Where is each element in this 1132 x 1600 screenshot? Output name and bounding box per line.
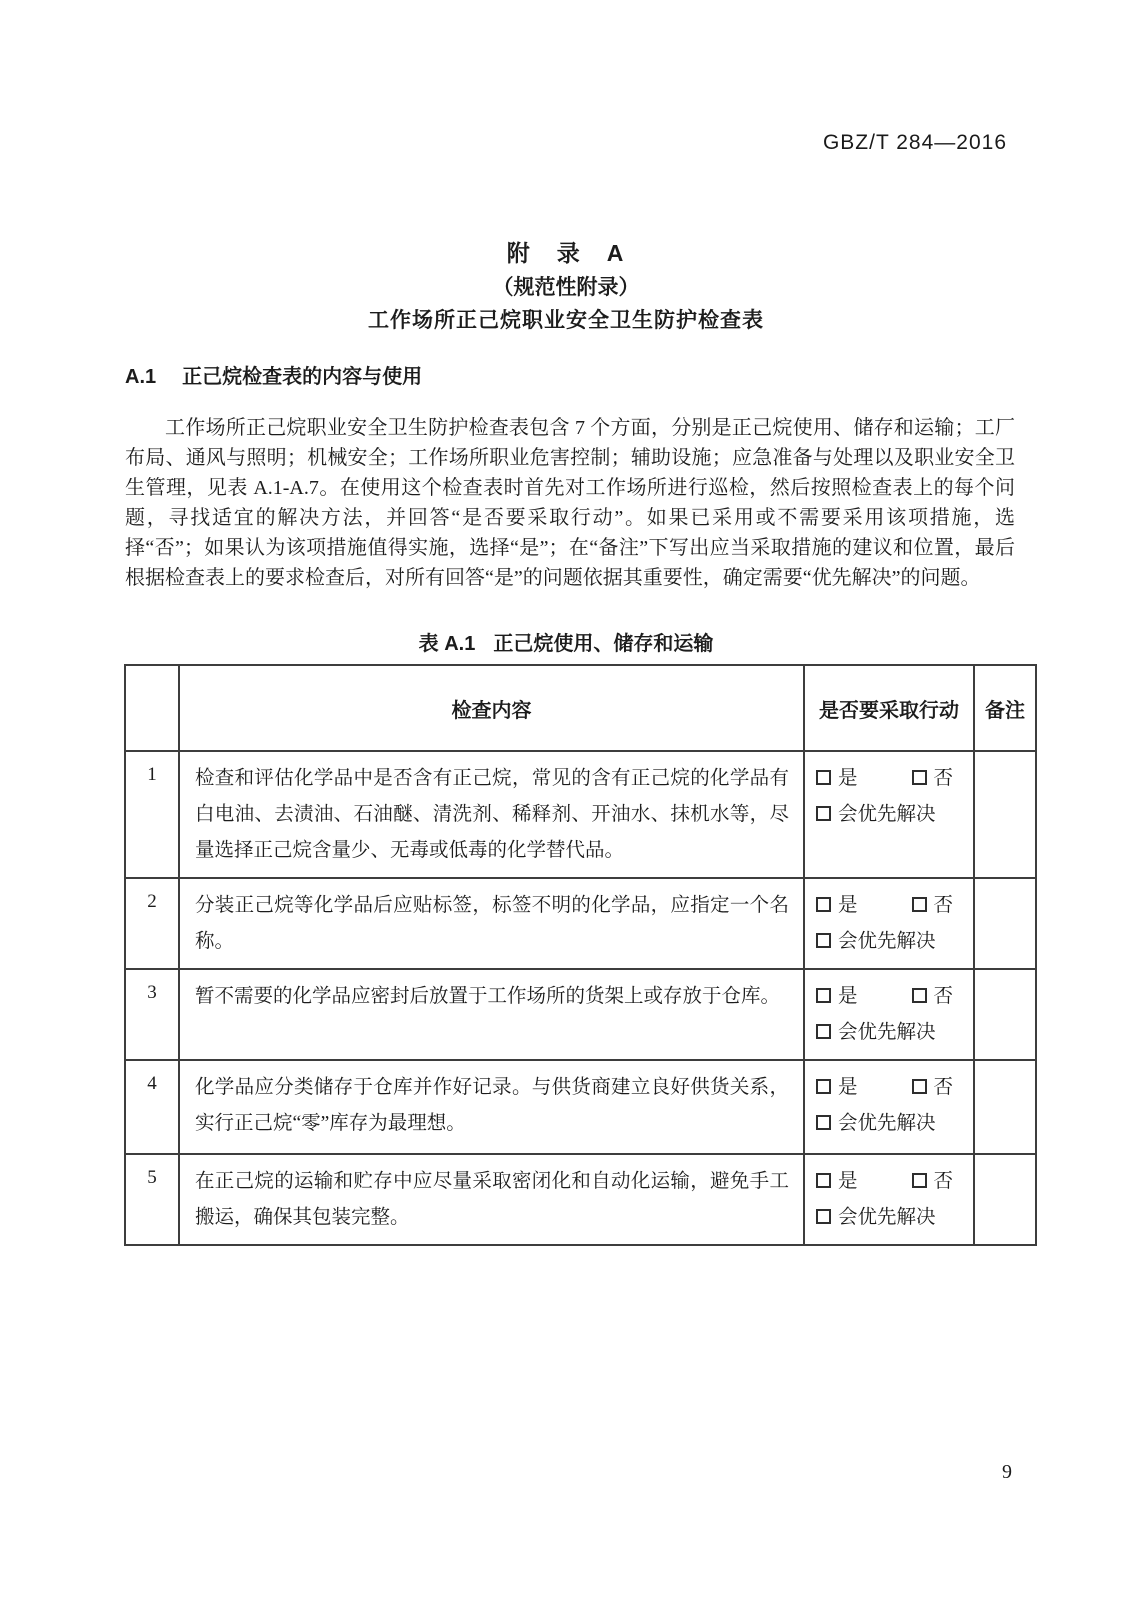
row-action-cell xyxy=(804,1154,974,1245)
no-checkbox-icon xyxy=(912,988,927,1003)
remark-header-cell: 备注 xyxy=(974,665,1036,751)
option-priority xyxy=(816,1106,936,1142)
yes-checkbox-icon xyxy=(816,770,831,785)
page-number: 9 xyxy=(1002,1461,1012,1483)
option-yes xyxy=(816,888,858,924)
index-header-cell xyxy=(125,665,179,751)
action-priority-line xyxy=(816,1015,965,1051)
remark-cell xyxy=(974,751,1036,878)
checklist-table xyxy=(124,664,1037,1246)
option-priority-label: 会优先解决 xyxy=(838,1022,936,1043)
priority-checkbox-icon xyxy=(816,933,831,948)
row-action-cell xyxy=(804,969,974,1060)
priority-checkbox-icon xyxy=(816,806,831,821)
option-no xyxy=(912,888,954,924)
table-row xyxy=(125,878,1036,969)
content-header-cell: 检查内容 xyxy=(179,665,804,751)
row-content: 在正己烷的运输和贮存中应尽量采取密闭化和自动化运输，避免手工搬运，确保其包装完整。 xyxy=(179,1154,804,1245)
option-priority xyxy=(816,797,936,833)
option-priority-label: 会优先解决 xyxy=(838,1113,936,1134)
option-priority-label: 会优先解决 xyxy=(838,1207,936,1228)
remark-cell xyxy=(974,969,1036,1060)
option-yes-label: 是 xyxy=(838,1077,858,1098)
priority-checkbox-icon xyxy=(816,1115,831,1130)
option-no xyxy=(912,1070,954,1106)
table-caption-label: 表 A.1 xyxy=(418,633,476,655)
option-yes-label: 是 xyxy=(838,768,858,789)
priority-checkbox-icon xyxy=(816,1209,831,1224)
option-no-label: 否 xyxy=(933,768,954,789)
action-yes-no-line xyxy=(816,1164,965,1200)
action-priority-line xyxy=(816,1106,965,1142)
option-yes-label: 是 xyxy=(838,895,858,916)
appendix-subtitle-checklist: 工作场所正己烷职业安全卫生防护检查表 xyxy=(368,309,764,332)
option-priority xyxy=(816,1200,936,1236)
section-number: A.1 xyxy=(125,366,157,388)
yes-checkbox-icon xyxy=(816,1079,831,1094)
row-content: 分装正己烷等化学品后应贴标签，标签不明的化学品，应指定一个名称。 xyxy=(179,878,804,969)
yes-checkbox-icon xyxy=(816,988,831,1003)
action-priority-line xyxy=(816,924,965,960)
option-no-label: 否 xyxy=(933,1171,954,1192)
action-header-cell: 是否要采取行动 xyxy=(804,665,974,751)
option-yes xyxy=(816,1164,858,1200)
option-yes xyxy=(816,761,858,797)
priority-checkbox-icon xyxy=(816,1024,831,1039)
option-no xyxy=(912,979,954,1015)
appendix-subtitle-normative: （规范性附录） xyxy=(492,276,640,299)
option-no xyxy=(912,1164,954,1200)
row-index: 3 xyxy=(125,969,179,1060)
action-yes-no-line xyxy=(816,1070,965,1106)
remark-cell xyxy=(974,878,1036,969)
option-priority-label: 会优先解决 xyxy=(838,931,936,952)
row-index: 5 xyxy=(125,1154,179,1245)
remark-cell xyxy=(974,1060,1036,1154)
table-row xyxy=(125,1060,1036,1154)
option-yes xyxy=(816,1070,858,1106)
section-paragraph: 工作场所正己烷职业安全卫生防护检查表包含 7 个方面，分别是正己烷使用、储存和运输；工厂布局、通风与照明；机械安全；工作场所职业危害控制；辅助设施；应急准备与处理以及职业安全卫生管理，见表 A.1-A.7。在使用这个检查表时首先对工作场所进行巡检，然后按照检查表上的每个问题，寻找适宜的解决方法，并回答“是否要采取行动”。如果已采用或不需要采用该项措施，选择“否”；如果认为该项措施值得实施，选择“是”；在“备注”下写出应当采取措施的建议和位置，最后根据检查表上的要求检查后，对所有回答“是”的问题依据其重要性，确定需要“优先解决”的问题。 xyxy=(125,417,1015,589)
row-index: 2 xyxy=(125,878,179,969)
table-row xyxy=(125,969,1036,1060)
no-checkbox-icon xyxy=(912,1173,927,1188)
appendix-title: 附 录 A xyxy=(506,240,626,266)
yes-checkbox-icon xyxy=(816,1173,831,1188)
no-checkbox-icon xyxy=(912,897,927,912)
table-row xyxy=(125,751,1036,878)
row-action-cell xyxy=(804,751,974,878)
row-action-cell xyxy=(804,878,974,969)
action-yes-no-line xyxy=(816,979,965,1015)
row-action-cell xyxy=(804,1060,974,1154)
table-caption xyxy=(0,627,1132,656)
option-yes xyxy=(816,979,858,1015)
option-priority-label: 会优先解决 xyxy=(838,804,936,825)
option-no-label: 否 xyxy=(933,1077,954,1098)
standard-code-header: GBZ/T 284—2016 xyxy=(822,131,1007,154)
section-heading xyxy=(125,360,422,389)
remark-cell xyxy=(974,1154,1036,1245)
table-header-row xyxy=(125,665,1036,751)
option-yes-label: 是 xyxy=(838,1171,858,1192)
action-priority-line xyxy=(816,1200,965,1236)
row-content: 暂不需要的化学品应密封后放置于工作场所的货架上或存放于仓库。 xyxy=(179,969,804,1060)
option-no xyxy=(912,761,954,797)
row-index: 4 xyxy=(125,1060,179,1154)
row-content: 化学品应分类储存于仓库并作好记录。与供货商建立良好供货关系，实行正己烷“零”库存为最理想。 xyxy=(179,1060,804,1154)
action-yes-no-line xyxy=(816,761,965,797)
yes-checkbox-icon xyxy=(816,897,831,912)
no-checkbox-icon xyxy=(912,770,927,785)
no-checkbox-icon xyxy=(912,1079,927,1094)
section-title: 正己烷检查表的内容与使用 xyxy=(182,366,423,388)
action-yes-no-line xyxy=(816,888,965,924)
option-yes-label: 是 xyxy=(838,986,858,1007)
row-content: 检查和评估化学品中是否含有正己烷，常见的含有正己烷的化学品有白电油、去渍油、石油醚、清洗剂、稀释剂、开油水、抹机水等，尽量选择正己烷含量少、无毒或低毒的化学替代品。 xyxy=(179,751,804,878)
table-caption-text: 正己烷使用、储存和运输 xyxy=(493,633,714,655)
option-no-label: 否 xyxy=(933,895,954,916)
option-no-label: 否 xyxy=(933,986,954,1007)
table-row xyxy=(125,1154,1036,1245)
row-index: 1 xyxy=(125,751,179,878)
option-priority xyxy=(816,924,936,960)
option-priority xyxy=(816,1015,936,1051)
action-priority-line xyxy=(816,797,965,833)
